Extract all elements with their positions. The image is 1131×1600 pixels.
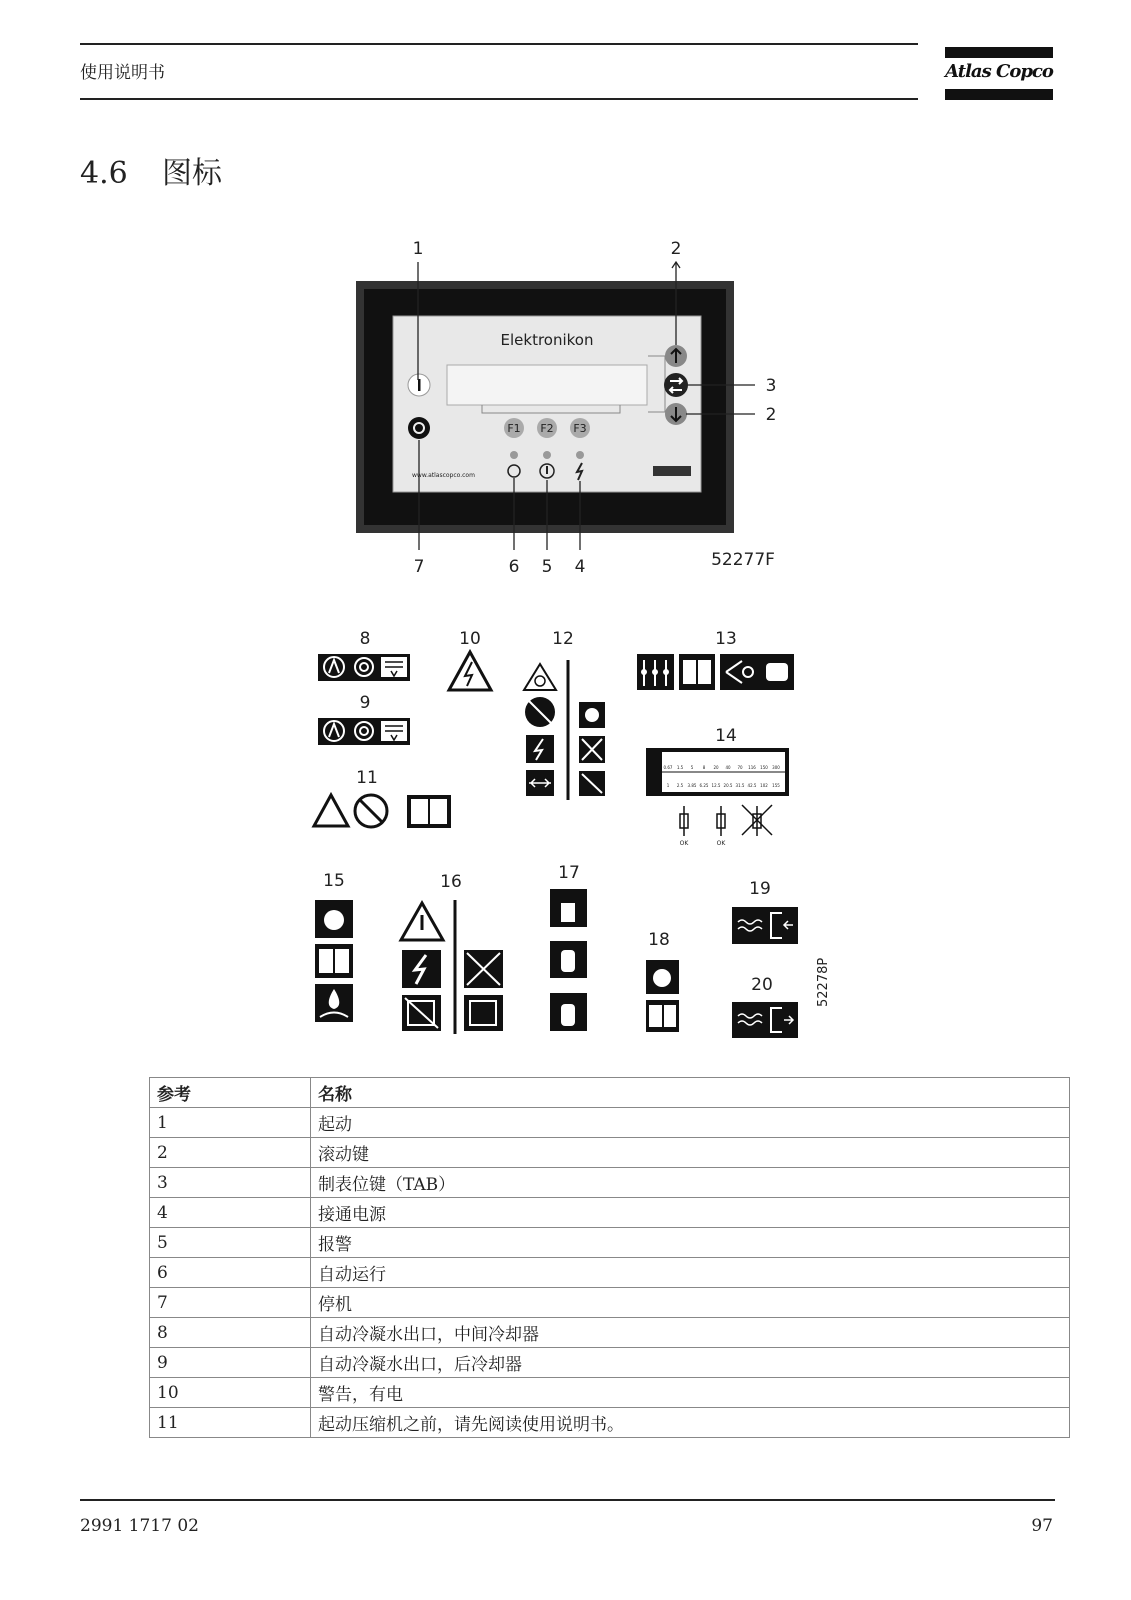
table-row <box>150 1408 1070 1438</box>
table-row <box>150 1168 1070 1198</box>
name-cell: 自动冷凝水出口，中间冷却器 <box>311 1318 1070 1348</box>
f2-key-label: F2 <box>540 422 554 435</box>
pictogram-label-13: 13 <box>715 629 737 649</box>
pictogram-18-group <box>646 960 679 1032</box>
pictogram-label-10: 10 <box>459 629 481 649</box>
f1-key-label: F1 <box>507 422 521 435</box>
ref-cell: 5 <box>150 1228 311 1258</box>
callout-2-bottom: 2 <box>765 405 777 425</box>
header-ref: 参考 <box>150 1078 311 1108</box>
pictogram-label-17: 17 <box>558 863 580 883</box>
callout-3: 3 <box>765 376 777 396</box>
pictogram-13-group <box>637 654 794 690</box>
pictogram-14-value: 70 <box>737 765 743 770</box>
pictogram-14-value: 155 <box>772 783 780 788</box>
ref-cell: 2 <box>150 1138 311 1168</box>
pictogram-14-value: 2.5 <box>676 783 684 788</box>
pictogram-14-value: 116 <box>748 765 756 770</box>
section-title: 图标 <box>162 156 222 191</box>
table-row <box>150 1108 1070 1138</box>
pictogram-16-group <box>401 900 503 1034</box>
ref-cell: 10 <box>150 1378 311 1408</box>
callout-7: 7 <box>413 557 425 577</box>
icon-reference-table <box>149 1077 1070 1438</box>
ref-cell: 9 <box>150 1348 311 1378</box>
pictogram-label-20: 20 <box>751 975 773 995</box>
pictogram-14-value: 1.5 <box>676 765 684 770</box>
pictogram-14-value: 3.85 <box>687 783 697 788</box>
pictogram-19-icon <box>732 907 798 944</box>
pictogram-12-group <box>524 660 605 800</box>
callout-2-top: 2 <box>670 239 682 259</box>
pictogram-17-group <box>550 889 587 1031</box>
pictogram-14-value: 1 <box>666 783 670 788</box>
name-cell: 接通电源 <box>311 1198 1070 1228</box>
pictogram-label-15: 15 <box>323 871 345 891</box>
ref-cell: 11 <box>150 1408 311 1438</box>
pictogram-14-value: 20.5 <box>723 783 733 788</box>
pictogram-14-value: 300 <box>772 765 780 770</box>
pictogram-label-8: 8 <box>359 629 371 649</box>
header-name: 名称 <box>311 1078 1070 1108</box>
panel-brand-text: Elektronikon <box>500 331 594 349</box>
pictogram-14-value: 31.5 <box>735 783 745 788</box>
name-cell: 警告，有电 <box>311 1378 1070 1408</box>
table-row <box>150 1228 1070 1258</box>
name-cell: 起动 <box>311 1108 1070 1138</box>
document-number: 2991 1717 02 <box>80 1516 199 1536</box>
name-cell: 停机 <box>311 1288 1070 1318</box>
panel-web-text: www.atlascopco.com <box>412 472 475 479</box>
ok-label-2: OK <box>716 840 726 847</box>
pictogram-14-value: 0.67 <box>663 765 673 770</box>
table-row <box>150 1318 1070 1348</box>
section-number: 4.6 <box>80 156 128 191</box>
table-row <box>150 1378 1070 1408</box>
f3-key-label: F3 <box>573 422 587 435</box>
pictogram-20-icon <box>732 1002 798 1038</box>
table-row <box>150 1348 1070 1378</box>
table-header-row <box>150 1078 1070 1108</box>
pictogram-label-16: 16 <box>440 872 462 892</box>
pictogram-14-value: 42.5 <box>747 783 757 788</box>
figure2-code: 52278P <box>816 957 831 1007</box>
pictogram-14-value: 102 <box>760 783 768 788</box>
logo-text: Atlas Copco <box>945 61 1053 82</box>
name-cell: 起动压缩机之前，请先阅读使用说明书。 <box>311 1408 1070 1438</box>
name-cell: 自动冷凝水出口，后冷却器 <box>311 1348 1070 1378</box>
table-row <box>150 1288 1070 1318</box>
ref-cell: 7 <box>150 1288 311 1318</box>
pictogram-label-9: 9 <box>359 693 371 713</box>
pictogram-label-14: 14 <box>715 726 737 746</box>
pictogram-14-value: 20 <box>713 765 719 770</box>
condensate-drain-intercooler-icon <box>318 654 410 681</box>
ref-cell: 3 <box>150 1168 311 1198</box>
pictogram-14-value: 8 <box>702 765 706 770</box>
pictogram-label-12: 12 <box>552 629 574 649</box>
ref-cell: 8 <box>150 1318 311 1348</box>
condensate-drain-aftercooler-icon <box>318 718 410 745</box>
pictogram-label-18: 18 <box>648 930 670 950</box>
footer-rule <box>80 1499 1055 1501</box>
ref-cell: 1 <box>150 1108 311 1138</box>
pictogram-15-group <box>315 900 353 1022</box>
table-row <box>150 1198 1070 1228</box>
pictogram-14-value: 150 <box>760 765 768 770</box>
pictogram-14-value: 6.25 <box>699 783 709 788</box>
callout-1: 1 <box>412 239 424 259</box>
figure1-code: 52277F <box>711 550 775 570</box>
table-row <box>150 1138 1070 1168</box>
pictogram-label-19: 19 <box>749 879 771 899</box>
pictogram-14-value: 40 <box>725 765 731 770</box>
pictogram-label-11: 11 <box>356 768 378 788</box>
callout-4: 4 <box>574 557 586 577</box>
name-cell: 滚动键 <box>311 1138 1070 1168</box>
ok-label-1: OK <box>679 840 689 847</box>
ref-cell: 4 <box>150 1198 311 1228</box>
callout-6: 6 <box>508 557 520 577</box>
table-row <box>150 1258 1070 1288</box>
pictogram-14-value: 12.5 <box>711 783 721 788</box>
callout-5: 5 <box>541 557 553 577</box>
name-cell: 自动运行 <box>311 1258 1070 1288</box>
electrical-warning-icon <box>449 652 491 690</box>
pictogram-14-table <box>646 748 789 847</box>
pictogram-14-value: 5 <box>690 765 694 770</box>
ref-cell: 6 <box>150 1258 311 1288</box>
page-number: 97 <box>1031 1516 1053 1536</box>
name-cell: 报警 <box>311 1228 1070 1258</box>
read-manual-warning-icon <box>314 795 451 828</box>
name-cell: 制表位键（TAB） <box>311 1168 1070 1198</box>
header-title: 使用说明书 <box>80 63 165 83</box>
